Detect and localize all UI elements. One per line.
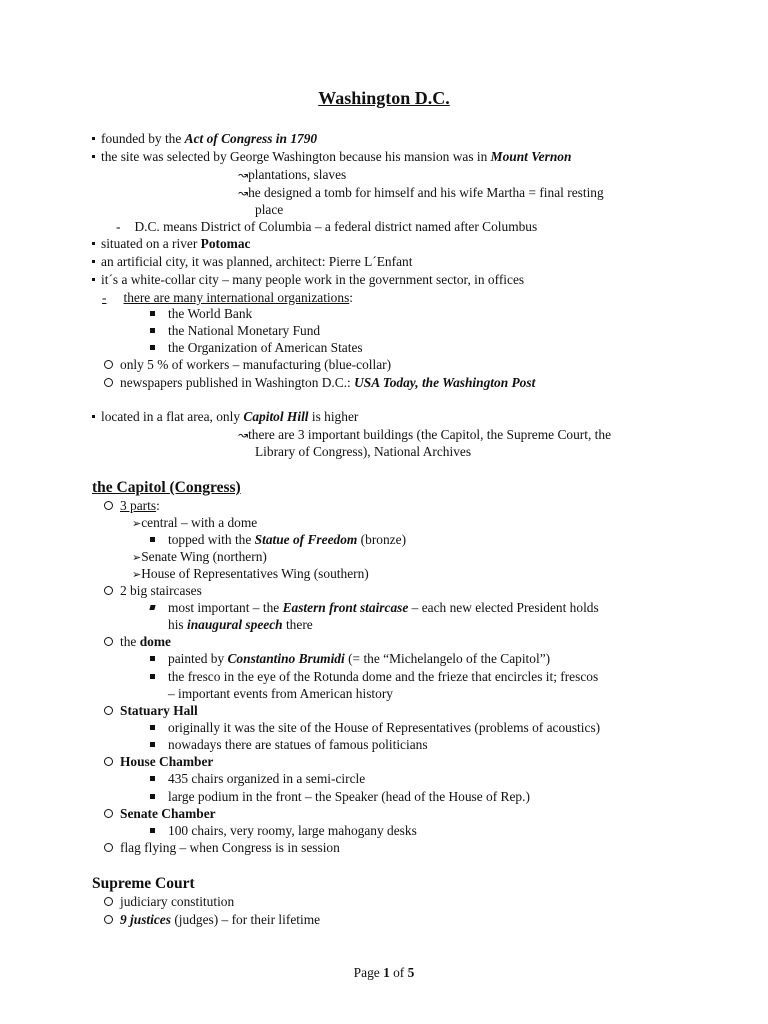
senate-chamber-line: Senate Chamber xyxy=(104,805,216,822)
circle-bullet-icon xyxy=(104,501,113,510)
list-item: large podium in the front – the Speaker (head of the House of Rep.) xyxy=(150,788,530,805)
supreme-court-heading: Supreme Court xyxy=(92,875,195,892)
wave-arrow-icon: ↝ xyxy=(238,428,249,442)
river-line: situated on a river Potomac xyxy=(92,235,250,252)
square-bullet-icon xyxy=(150,828,155,833)
circle-bullet-icon xyxy=(104,897,113,906)
circle-bullet-icon xyxy=(104,706,113,715)
dc-meaning-line: - D.C. means District of Columbia – a federal district named after Columbus xyxy=(116,219,538,234)
staircases-line: 2 big staircases xyxy=(104,582,202,599)
judiciary-line: judiciary constitution xyxy=(104,893,234,910)
flat-area-line: located in a flat area, only Capitol Hill is higher xyxy=(92,408,358,425)
middle-dot-icon xyxy=(92,415,95,418)
wave-arrow-icon: ↝ xyxy=(238,186,249,200)
circle-bullet-icon xyxy=(104,915,113,924)
house-wing-line: ➢House of Representatives Wing (southern) xyxy=(132,566,369,581)
founded-line: founded by the Act of Congress in 1790 xyxy=(92,130,317,147)
square-bullet-icon xyxy=(150,311,155,316)
list-item: 100 chairs, very roomy, large mahogany desks xyxy=(150,822,417,839)
square-bullet-icon xyxy=(150,328,155,333)
circle-bullet-icon xyxy=(104,378,113,387)
square-bullet-icon xyxy=(150,794,155,799)
plantations-line: ↝plantations, slaves xyxy=(238,167,347,182)
fresco-line: the fresco in the eye of the Rotunda dome and the frieze that encircles it; frescos xyxy=(150,668,598,685)
painted-line: painted by Constantino Brumidi (= the “Michelangelo of the Capitol”) xyxy=(150,650,550,667)
staircase-line-cont: his inaugural speech there xyxy=(168,617,313,632)
square-bullet-icon xyxy=(150,742,155,747)
white-collar-line: it´s a white-collar city – many people work in the government sector, in offices xyxy=(92,271,524,288)
central-line: ➢central – with a dome xyxy=(132,515,258,530)
list-item: the World Bank xyxy=(150,305,252,322)
tomb-line: ↝he designed a tomb for himself and his wife Martha = final resting xyxy=(238,185,604,200)
capitol-heading: the Capitol (Congress) xyxy=(92,479,241,496)
square-bullet-icon xyxy=(150,725,155,730)
tomb-line-cont: place xyxy=(255,202,284,217)
list-item: the National Monetary Fund xyxy=(150,322,320,339)
square-bullet-icon xyxy=(150,537,155,542)
fresco-line-cont: – important events from American history xyxy=(168,686,393,701)
circle-bullet-icon xyxy=(104,586,113,595)
senate-wing-line: ➢Senate Wing (northern) xyxy=(132,549,267,564)
square-bullet-icon xyxy=(150,776,155,781)
square-bullet-icon xyxy=(149,605,155,610)
newspapers-line: newspapers published in Washington D.C.: USA Today, the Washington Post xyxy=(104,374,535,391)
house-chamber-line: House Chamber xyxy=(104,753,213,770)
circle-bullet-icon xyxy=(104,757,113,766)
square-bullet-icon xyxy=(150,345,155,350)
list-item: originally it was the site of the House of Representatives (problems of acoustics) xyxy=(150,719,600,736)
artificial-line: an artificial city, it was planned, architect: Pierre L´Enfant xyxy=(92,253,412,270)
workers-line: only 5 % of workers – manufacturing (blue-collar) xyxy=(104,356,391,373)
arrowhead-bullet-icon: ➢ xyxy=(132,551,142,564)
justices-line: 9 justices (judges) – for their lifetime xyxy=(104,911,320,928)
circle-bullet-icon xyxy=(104,843,113,852)
circle-bullet-icon xyxy=(104,809,113,818)
middle-dot-icon xyxy=(92,137,95,140)
staircase-line: most important – the Eastern front staircase – each new elected President holds xyxy=(150,599,599,616)
buildings-line-cont: Library of Congress), National Archives xyxy=(255,444,472,459)
dome-line: the dome xyxy=(104,633,171,650)
site-line: the site was selected by George Washington because his mansion was in Mount Vernon xyxy=(92,148,571,165)
list-item: nowadays there are statues of famous politicians xyxy=(150,736,428,753)
buildings-line: ↝there are 3 important buildings (the Capitol, the Supreme Court, the xyxy=(238,427,612,442)
page-title: Washington D.C. xyxy=(318,88,450,108)
square-bullet-icon xyxy=(150,674,155,679)
wave-arrow-icon: ↝ xyxy=(238,168,249,182)
page-number-footer: Page 1 of 5 xyxy=(353,965,415,980)
square-bullet-icon xyxy=(150,656,155,661)
circle-bullet-icon xyxy=(104,637,113,646)
list-item: the Organization of American States xyxy=(150,339,363,356)
topped-line: topped with the Statue of Freedom (bronze) xyxy=(150,531,406,548)
arrowhead-bullet-icon: ➢ xyxy=(132,517,142,530)
statuary-line: Statuary Hall xyxy=(104,702,198,719)
arrowhead-bullet-icon: ➢ xyxy=(132,568,142,581)
parts-line: 3 parts: xyxy=(104,497,160,514)
middle-dot-icon xyxy=(92,155,95,158)
flag-line: flag flying – when Congress is in session xyxy=(104,839,340,856)
list-item: 435 chairs organized in a semi-circle xyxy=(150,770,365,787)
middle-dot-icon xyxy=(92,278,95,281)
middle-dot-icon xyxy=(92,242,95,245)
circle-bullet-icon xyxy=(104,360,113,369)
intl-orgs-line: - there are many international organizations: xyxy=(102,290,354,305)
middle-dot-icon xyxy=(92,260,95,263)
